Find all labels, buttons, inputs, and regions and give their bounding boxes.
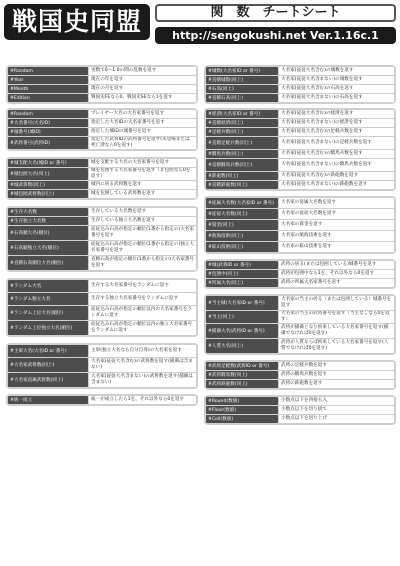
function-group — [204, 395, 396, 425]
function-name: #Edition — [8, 94, 88, 102]
function-name: #武将足軽数(武将ID or 番号) — [206, 362, 278, 370]
function-name: #Round(数値) — [206, 397, 278, 405]
function-row — [206, 261, 394, 269]
function-row — [8, 345, 196, 357]
function-row — [206, 181, 394, 189]
function-name: #鉱山技術(同上) — [206, 242, 278, 252]
function-row — [206, 67, 394, 75]
function-name: #騎馬兵数(同上) — [206, 150, 278, 158]
function-description: 小数点以下を切り捨て — [279, 406, 394, 414]
function-name: #当主城(大名家ID or 番号) — [206, 296, 278, 310]
function-description: 大名家(従従大名含まない)の足軽兵数を返す — [279, 137, 394, 149]
function-description: 大名家(従従大名含む)の騎馬兵数を返す — [279, 150, 394, 158]
function-row — [8, 306, 196, 320]
function-name: #直轄騎馬兵数(同上) — [206, 159, 278, 171]
function-name: #生存独立大名数 — [8, 217, 88, 225]
function-description: 大名家の資金を返す — [279, 220, 394, 230]
function-name: #ランダム上位大名(順位) — [8, 306, 88, 320]
function-description: 城を支配する大名の大名家番号を返す — [89, 159, 196, 167]
function-row — [206, 76, 394, 84]
function-name: #従従大名数(同上) — [206, 209, 278, 219]
function-group — [204, 360, 396, 390]
function-name: #直轄城数(同上) — [206, 76, 278, 84]
function-description: 小数点以下を切り上げ — [279, 415, 394, 423]
function-description: 武将の鉄砲数を返す — [279, 380, 394, 388]
function-name: #Ceil(数値) — [206, 415, 278, 423]
function-row — [8, 168, 196, 180]
function-description: 大名家(従従大名含まない)の鉄砲数を返す — [279, 181, 394, 189]
function-row — [8, 76, 196, 84]
function-row — [206, 94, 394, 102]
function-name: #主軍大名(大名ID or 番号) — [8, 345, 88, 357]
function-name: #石高順独立大名(順位) — [8, 241, 88, 255]
function-row — [206, 231, 394, 241]
function-row — [206, 371, 394, 379]
function-row — [8, 190, 196, 198]
function-description: 直轄石高が指定の順位(1番から指定の)大名家番号を返す — [89, 256, 196, 270]
function-description: 戦国史FEなら0、戦国史SEなら1を返す — [89, 94, 196, 102]
function-row — [8, 208, 196, 216]
function-name: #石高順大名(順位) — [8, 226, 88, 240]
function-name: #城包囲大名(同上) — [8, 168, 88, 180]
function-description: 大名家(従従大名含む)の経済を返す — [279, 110, 394, 118]
function-row — [8, 241, 196, 255]
function-row — [8, 85, 196, 93]
site-logo: 戦国史同盟 — [4, 4, 150, 40]
function-row — [8, 67, 196, 75]
site-url-version: http://sengokushi.net Ver.1.16c.1 — [155, 27, 396, 44]
function-row — [206, 270, 394, 278]
right-column — [204, 65, 396, 429]
function-name: #捕虜大名(武将ID or 番号) — [206, 324, 278, 338]
function-row — [8, 321, 196, 335]
function-name: #城(武将ID or 番号) — [206, 261, 278, 269]
function-description: 生存する大名家番号をランダムに返す — [89, 280, 196, 292]
function-group — [6, 206, 198, 272]
function-description: 従従込み石高が指定の順位以内の大名家番号をランダムに返す — [89, 306, 196, 320]
function-description: 大名家(従従大名含まない)の武将数を返す(捕虜は含まない) — [89, 373, 196, 387]
function-description: 武将の騎馬兵数を返す — [279, 371, 394, 379]
function-row — [206, 242, 394, 252]
function-name: #人質大名(同上) — [206, 339, 278, 353]
function-row — [206, 406, 394, 414]
page-title: 関 数 チートシート — [155, 4, 396, 22]
function-name: #経済(大名家ID or 番号) — [206, 110, 278, 118]
function-group — [6, 343, 198, 389]
function-description: 実数で0〜1.0の間の乱数を返す — [89, 67, 196, 75]
function-row — [206, 324, 394, 338]
function-row — [8, 226, 196, 240]
function-description: 城内に居る武将数を返す — [89, 181, 196, 189]
function-name: #Random — [8, 110, 88, 118]
function-row — [8, 119, 196, 127]
function-row — [8, 256, 196, 270]
function-description: 大名家(従従大名含まない)の騎馬兵数を返す — [279, 159, 394, 171]
function-name: #城数(大名家ID or 番号) — [206, 67, 278, 75]
function-description: 従従込み石高が指定の順位(1番から指定の)独立大名家番号を返す — [89, 241, 196, 255]
function-description: 小数点以下を四捨五入 — [279, 397, 394, 405]
function-name: #当主(同上) — [206, 311, 278, 323]
function-description: 大名家(従従大名含む)の武将数を返す(捕虜は含まない) — [89, 358, 196, 372]
function-row — [206, 159, 394, 171]
function-name: #Floor(数値) — [206, 406, 278, 414]
function-row — [206, 119, 394, 127]
function-row — [206, 311, 394, 323]
function-name: #城包囲武将数(同上) — [8, 190, 88, 198]
function-description: 武将の所属大名家番号を返す — [279, 279, 394, 287]
function-name: #武将番号(武将ID) — [8, 137, 88, 149]
function-name: #石高(同上) — [206, 85, 278, 93]
function-name: #ランダム独立大名 — [8, 293, 88, 305]
function-name: #ランダム大名 — [8, 280, 88, 292]
function-description: 従従込み石高が指定の順位以内の独立大名家番号をランダムに返す — [89, 321, 196, 335]
function-row — [8, 110, 196, 118]
function-row — [206, 279, 394, 287]
function-description: 大名家(従従大名含む)の石高を返す — [279, 85, 394, 93]
function-name: #大名家武将数(同上) — [8, 358, 88, 372]
function-description: 大名家の航海技術を返す — [279, 231, 394, 241]
function-description: 武将が人質ならば拘束している大名家番号を返す(人質でなければ0を返す) — [279, 339, 394, 353]
function-row — [206, 296, 394, 310]
function-name: #直轄鉄砲数(同上) — [206, 181, 278, 189]
function-description: 指定した大名IDの大名家番号を返す — [89, 119, 196, 127]
function-description: 大名家の従属大名数を返す — [279, 198, 394, 208]
function-row — [206, 110, 394, 118]
function-row — [206, 415, 394, 423]
function-name: #Random — [8, 67, 88, 75]
function-description: 大名家(従従大名含む)の足軽兵数を返す — [279, 128, 394, 136]
function-name: #鉄砲数(同上) — [206, 172, 278, 180]
function-group — [6, 157, 198, 200]
function-description: 大名家(従従大名含む)の鉄砲数を返す — [279, 172, 394, 180]
function-name: #足軽兵数(同上) — [206, 128, 278, 136]
function-description: プレイヤー大名の大名家番号を返す — [89, 110, 196, 118]
function-name: #所属大名(同上) — [206, 279, 278, 287]
function-name: #直轄足軽兵数(同上) — [206, 137, 278, 149]
function-name: #大名家直属武将数(同上) — [8, 373, 88, 387]
function-row — [8, 94, 196, 102]
function-name: #直轄石高順位大名(順位) — [8, 256, 88, 270]
function-description: 生存している独立大名数を返す — [89, 217, 196, 225]
function-description: 統一が成立したら1を、それ以外なら0を返す — [89, 396, 196, 404]
function-description: 城を包囲する大名家番号を返す（非包囲なら0を返す） — [89, 168, 196, 180]
function-description: 指定した城IDの城番号を返す — [89, 128, 196, 136]
function-row — [206, 150, 394, 158]
function-group — [6, 394, 198, 406]
function-row — [206, 198, 394, 208]
function-description: 主軍(独立大名なら自分自身)の大名家を返す — [89, 345, 196, 357]
function-name: #武将鉄砲数(同上) — [206, 380, 278, 388]
function-row — [8, 217, 196, 225]
function-description: 武将の居る(または包囲している)城番号を返す — [279, 261, 394, 269]
function-name: #包囲中(同上) — [206, 270, 278, 278]
function-name: #統一成立 — [8, 396, 88, 404]
function-row — [8, 396, 196, 404]
function-row — [206, 128, 394, 136]
function-group — [204, 196, 396, 254]
function-row — [206, 137, 394, 149]
function-group — [6, 108, 198, 151]
function-name: #城武将数(同上) — [8, 181, 88, 189]
function-description: 大名家(従従大名含まない)の経済を返す — [279, 119, 394, 127]
function-description: 大名家の従従大名数を返す — [279, 209, 394, 219]
function-description: 従従込み石高が指定の順位(1番から指定の)大名家番号を返す — [89, 226, 196, 240]
function-group — [204, 294, 396, 355]
function-row — [206, 85, 394, 93]
function-group — [204, 259, 396, 289]
function-row — [206, 220, 394, 230]
function-row — [206, 209, 394, 219]
function-row — [206, 397, 394, 405]
function-row — [8, 373, 196, 387]
function-description: 指定した武将IDの武将番号を返す(未登場または死亡済なら0を返す) — [89, 137, 196, 149]
function-description: 大名家の当主の居る（または包囲している）城番号を返す — [279, 296, 394, 310]
left-column — [6, 65, 198, 410]
function-row — [206, 380, 394, 388]
function-name: #生存大名数 — [8, 208, 88, 216]
function-row — [8, 280, 196, 292]
function-description: 大名家(従従大名含まない)の城数を返す — [279, 76, 394, 84]
function-name: #直轄石高(同上) — [206, 94, 278, 102]
function-name: #直轄経済(同上) — [206, 119, 278, 127]
function-name: #従属大名数(大名家ID or 番号) — [206, 198, 278, 208]
function-name: #Year — [8, 76, 88, 84]
function-group — [6, 65, 198, 104]
function-description: 大名家の鉱山技術を返す — [279, 242, 394, 252]
function-description: 城を包囲している武将数を返す — [89, 190, 196, 198]
function-row — [8, 358, 196, 372]
function-description: 武将が包囲中なら1を、それ以外なら0を返す — [279, 270, 394, 278]
function-row — [8, 128, 196, 136]
function-name: #大名番号(大名ID) — [8, 119, 88, 127]
function-description: 現在の月を返す — [89, 85, 196, 93]
function-row — [8, 181, 196, 189]
function-description: 大名家(従従大名含まない)の石高を返す — [279, 94, 394, 102]
function-row — [206, 172, 394, 180]
function-description: 現在の年を返す — [89, 76, 196, 84]
function-group — [204, 108, 396, 191]
function-row — [8, 293, 196, 305]
function-description: 大名家(従従大名含む)の城数を返す — [279, 67, 394, 75]
function-row — [8, 137, 196, 149]
function-row — [206, 339, 394, 353]
function-name: #Month — [8, 85, 88, 93]
function-description: 大名家の当主の武将番号を返す（当主なしなら0を返す） — [279, 311, 394, 323]
function-name: #航海技術(同上) — [206, 231, 278, 241]
function-name: #武将騎馬数(同上) — [206, 371, 278, 379]
function-row — [206, 362, 394, 370]
function-name: #城番号(城ID) — [8, 128, 88, 136]
function-name: #資金(同上) — [206, 220, 278, 230]
function-row — [8, 159, 196, 167]
function-group — [204, 65, 396, 104]
function-description: 生存する独立大名家番号をランダムに返す — [89, 293, 196, 305]
function-description: 生存している大名数を返す — [89, 208, 196, 216]
function-description: 武将の足軽兵数を返す — [279, 362, 394, 370]
function-name: #城支配大名(城ID or 番号) — [8, 159, 88, 167]
function-name: #ランダム上位独立大名(順位) — [8, 321, 88, 335]
function-description: 武将が捕虜となり拘束している大名家番号を返す(捕虜でなければ0を返す) — [279, 324, 394, 338]
function-group — [6, 278, 198, 337]
